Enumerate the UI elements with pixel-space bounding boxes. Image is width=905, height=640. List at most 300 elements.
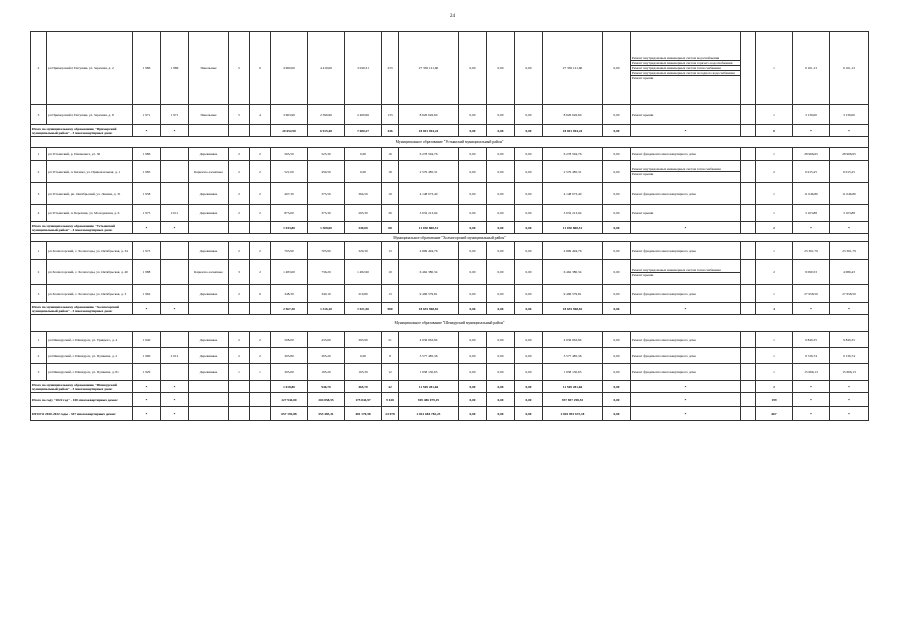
budget-cost: 0,00 — [487, 125, 515, 137]
residents: 24 078 — [382, 407, 399, 421]
work-types — [631, 242, 741, 260]
budget-cost: 0,00 — [487, 32, 515, 105]
fund-cost: 0,00 — [459, 242, 487, 260]
municipal-area: 2 469,96 — [345, 105, 382, 125]
build-year: 1 962 — [133, 285, 161, 303]
total-cost: 8 626 026,60 — [399, 105, 459, 125]
empty-cell — [189, 407, 229, 421]
empty-cell — [250, 125, 271, 137]
total-area: 20 652,90 — [271, 125, 308, 137]
local-cost: 0,00 — [515, 260, 543, 285]
work-types — [631, 148, 741, 161]
build-year: 1 985 — [133, 161, 161, 183]
other-cost: 0,00 — [603, 285, 631, 303]
residential-area: 1 316,10 — [308, 303, 345, 315]
total-area: 1 018,80 — [271, 381, 308, 393]
empty-cell — [229, 381, 250, 393]
max-unit-cost: 28 966,65 — [830, 148, 869, 161]
budget-cost: 0,00 — [487, 183, 515, 205]
unit-cost: 6 161,13 — [793, 32, 830, 105]
capital-repair-table — [30, 31, 869, 421]
residents: 18 — [382, 161, 399, 183]
budget-cost: 0,00 — [487, 381, 515, 393]
work-types — [631, 332, 741, 348]
entrances: 2 — [250, 348, 271, 364]
residential-area: 4 419,06 — [308, 32, 345, 105]
table-row — [31, 161, 869, 183]
local-cost: 0,00 — [515, 32, 543, 105]
empty-cell — [229, 222, 250, 234]
residents: 36 — [382, 205, 399, 222]
work-types — [631, 183, 741, 205]
residential-area: 195,20 — [308, 364, 345, 381]
residential-area: 553 483,31 — [308, 407, 345, 421]
overhaul-year: 1 986 — [161, 32, 189, 105]
build-year: * — [133, 381, 161, 393]
total-area: 1 483,00 — [271, 260, 308, 285]
row-number: 3 — [31, 183, 47, 205]
owner-cost: 18 635 968,81 — [543, 303, 603, 315]
empty-cell — [250, 222, 271, 234]
owner-cost: 11 569 281,66 — [543, 381, 603, 393]
budget-cost: 0,00 — [487, 303, 515, 315]
work-type: Ремонт фундамента многоквартирного дома — [632, 337, 696, 342]
overhaul-year — [161, 260, 189, 285]
fund-cost: 0,00 — [459, 32, 487, 105]
entrances: 2 — [250, 242, 271, 260]
wall-material: Каркасно-засыпные — [189, 161, 229, 183]
row-number: 2 — [31, 32, 47, 105]
work-type: Ремонт фундамента многоквартирного дома — [632, 191, 696, 196]
municipal-area: 0,00 — [345, 148, 382, 161]
work-type: Ремонт внутридомовых инженерных систем горячего водоснабжения — [631, 61, 740, 66]
floors: 2 — [229, 242, 250, 260]
unit-cost: 9 726,74 — [793, 348, 830, 364]
table-row — [31, 205, 869, 222]
total-cost: 27 336 121,60 — [399, 32, 459, 105]
residents: 980 — [382, 303, 399, 315]
unit-cost: 15 666,13 — [793, 364, 830, 381]
overhaul-year: * — [161, 303, 189, 315]
unit-cost: 3 103,88 — [793, 205, 830, 222]
budget-cost: 0,00 — [487, 393, 515, 407]
build-year: 1 988 — [133, 260, 161, 285]
total-area: 563,50 — [271, 148, 308, 161]
total-row — [31, 125, 869, 137]
build-year: * — [133, 125, 161, 137]
wall-material: Деревянные — [189, 285, 229, 303]
other-cost: 0,00 — [603, 148, 631, 161]
total-cost: 18 691 904,24 — [399, 125, 459, 137]
overhaul-year: * — [161, 407, 189, 421]
max-unit-cost: 3 139,00 — [830, 105, 869, 125]
fund-cost: 0,00 — [459, 407, 487, 421]
work-types — [631, 348, 741, 364]
work-type: Ремонт фундамента многоквартирного дома — [632, 370, 696, 374]
fund-cost: 0,00 — [459, 285, 487, 303]
work-type: * — [631, 407, 741, 421]
other-cost: 0,00 — [603, 364, 631, 381]
floors: 2 — [229, 161, 250, 183]
work-types — [631, 32, 741, 105]
other-cost: 0,00 — [603, 125, 631, 137]
local-cost: 0,00 — [515, 222, 543, 234]
overhaul-year — [161, 332, 189, 348]
owner-cost: 937 857 298,53 — [543, 393, 603, 407]
units: 1 — [756, 242, 793, 260]
wall-material: Деревянные — [189, 242, 229, 260]
entrances: 2 — [250, 260, 271, 285]
owner-cost: 27 336 121,60 — [543, 32, 603, 105]
other-cost: 0,00 — [603, 205, 631, 222]
local-cost: 0,00 — [515, 148, 543, 161]
residents: 133 — [382, 105, 399, 125]
work-types — [631, 105, 741, 125]
fund-cost: 0,00 — [459, 148, 487, 161]
municipal-area: 349,00 — [345, 222, 382, 234]
total-cost: 11 030 868,51 — [399, 222, 459, 234]
section-title: Муниципальное образование "Холмогорский муниципальный район" — [31, 234, 869, 242]
empty-cell — [741, 32, 756, 105]
address: рп Приморский п Петушки, ул. Заречная, д. 2 — [47, 32, 133, 105]
owner-cost: 6 462 380,34 — [543, 260, 603, 285]
overhaul-year — [161, 242, 189, 260]
municipal-area: 364,50 — [345, 183, 382, 205]
table-row — [31, 183, 869, 205]
work-types — [631, 364, 741, 381]
budget-cost: 0,00 — [487, 148, 515, 161]
floors: 2 — [229, 348, 250, 364]
total-row — [31, 222, 869, 234]
row-number: 1 — [31, 332, 47, 348]
fund-cost: 0,00 — [459, 381, 487, 393]
entrances: 2 — [250, 205, 271, 222]
empty-cell — [189, 125, 229, 137]
total-cost: 18 635 968,81 — [399, 303, 459, 315]
budget-cost: 0,00 — [487, 105, 515, 125]
section-row — [31, 137, 869, 148]
other-cost: 0,00 — [603, 32, 631, 105]
entrances: 2 — [250, 161, 271, 183]
empty-cell — [741, 260, 756, 285]
floors: 2 — [229, 285, 250, 303]
floors: 2 — [229, 148, 250, 161]
residents: 12 — [382, 364, 399, 381]
budget-cost: 0,00 — [487, 260, 515, 285]
row-number: 1 — [31, 242, 47, 260]
municipal-area: 103,30 — [345, 364, 382, 381]
entrances: 2 — [250, 148, 271, 161]
wall-material: Деревянные — [189, 148, 229, 161]
local-cost: 0,00 — [515, 205, 543, 222]
local-cost: 0,00 — [515, 348, 543, 364]
work-type: Ремонт крыши — [632, 211, 654, 215]
local-cost: 0,00 — [515, 125, 543, 137]
empty-cell — [229, 393, 250, 407]
local-cost: 0,00 — [515, 303, 543, 315]
municipal-area: 481 170,58 — [345, 407, 382, 421]
local-cost: 0,00 — [515, 285, 543, 303]
table-row — [31, 348, 869, 364]
other-cost: 0,00 — [603, 381, 631, 393]
max-unit-cost: 9 136,74 — [830, 348, 869, 364]
total-cost: 6 278 594,76 — [399, 148, 459, 161]
units: 667 — [756, 407, 793, 421]
unit-cost: * — [793, 125, 830, 137]
address: рп Устьянский, р. Пакшеньга, ул. 36 — [47, 148, 133, 161]
local-cost: 0,00 — [515, 105, 543, 125]
fund-cost: 0,00 — [459, 183, 487, 205]
residential-area: 2 396,96 — [308, 105, 345, 125]
build-year: * — [133, 407, 161, 421]
unit-cost: * — [793, 303, 830, 315]
residents: 446 — [382, 125, 399, 137]
residents: 21 — [382, 332, 399, 348]
work-types — [631, 285, 741, 303]
units: 1 — [756, 205, 793, 222]
fund-cost: 0,00 — [459, 205, 487, 222]
table-row — [31, 32, 869, 105]
units: 1 — [756, 148, 793, 161]
total-cost: 1 958 130,65 — [399, 364, 459, 381]
local-cost: 0,00 — [515, 242, 543, 260]
row-number: 2 — [31, 260, 47, 285]
work-types — [631, 260, 741, 285]
owner-cost: 3 032 213,94 — [543, 205, 603, 222]
max-unit-cost: * — [830, 303, 869, 315]
empty-cell — [741, 303, 756, 315]
fund-cost: 0,00 — [459, 393, 487, 407]
owner-cost: 11 030 868,51 — [543, 222, 603, 234]
total-cost: 11 569 281,66 — [399, 381, 459, 393]
overhaul-year: * — [161, 222, 189, 234]
local-cost: 0,00 — [515, 332, 543, 348]
fund-cost: 0,00 — [459, 303, 487, 315]
fund-cost: 0,00 — [459, 125, 487, 137]
fund-cost: 0,00 — [459, 161, 487, 183]
owner-cost: 2 576 485,31 — [543, 161, 603, 183]
section-title: Муниципальное образование "Устьянский муниципальный район" — [31, 137, 869, 148]
wall-material: Деревянные — [189, 332, 229, 348]
empty-cell — [741, 332, 756, 348]
work-type: * — [631, 125, 741, 137]
municipal-area: 175 844,97 — [345, 393, 382, 407]
budget-cost: 0,00 — [487, 285, 515, 303]
work-type: Ремонт внутридомовых инженерных систем водоснабжения — [631, 56, 740, 61]
address: рп Холмогорский, с. Холмогоры, ул. Октябрьская, д. 3 — [47, 285, 133, 303]
other-cost: 0,00 — [603, 105, 631, 125]
address: рп Шенкурский, г. Шенкурск, ул. Пушкина, д. 81 — [47, 364, 133, 381]
units: 1 — [756, 348, 793, 364]
owner-cost: 18 691 904,24 — [543, 125, 603, 137]
total-area: 1 943,80 — [271, 222, 308, 234]
unit-cost: 9 090,53 — [793, 260, 830, 285]
floors: 2 — [229, 332, 250, 348]
entrances: 6 — [250, 32, 271, 105]
wall-material: Каркасно-засыпные — [189, 260, 229, 285]
units: 2 — [756, 260, 793, 285]
owner-cost: 1 958 130,65 — [543, 364, 603, 381]
municipal-area: 219,80 — [345, 285, 382, 303]
work-type: Ремонт внутридомовых инженерных систем теплоснабжения — [631, 66, 740, 71]
total-area: 303,80 — [271, 348, 308, 364]
work-type: Ремонт внутридомовых инженерных систем теплоснабжения — [631, 268, 740, 273]
units: 4 — [756, 303, 793, 315]
total-area: 3 663,90 — [271, 105, 308, 125]
max-unit-cost: * — [830, 125, 869, 137]
total-cost: 4 936 663,84 — [399, 332, 459, 348]
table-row — [31, 364, 869, 381]
fund-cost: 0,00 — [459, 105, 487, 125]
work-type: * — [631, 303, 741, 315]
wall-material: Деревянные — [189, 348, 229, 364]
build-year: * — [133, 393, 161, 407]
table-row — [31, 285, 869, 303]
total-area: 703,90 — [271, 242, 308, 260]
max-unit-cost: 6 915,25 — [830, 161, 869, 183]
row-number: 2 — [31, 161, 47, 183]
other-cost: 0,00 — [603, 348, 631, 364]
fund-cost: 0,00 — [459, 222, 487, 234]
owner-cost: 6 278 594,76 — [543, 148, 603, 161]
total-label: Итого по муниципальному образованию "Шенкурский муниципальный район" - 3 многоквартирных дома: — [31, 381, 133, 393]
address: рп Устьянский, рп. Октябрьский, ул. Ленина, д. 31 — [47, 183, 133, 205]
empty-cell — [741, 222, 756, 234]
other-cost: 0,00 — [603, 260, 631, 285]
address: рп Шенкурский, г. Шенкурск, ул. Пушкина, д. 2 — [47, 348, 133, 364]
empty-cell — [189, 381, 229, 393]
empty-cell — [189, 393, 229, 407]
empty-cell — [229, 407, 250, 421]
local-cost: 0,00 — [515, 183, 543, 205]
owner-cost: 4 148 073,40 — [543, 183, 603, 205]
unit-cost: 11 046,80 — [793, 183, 830, 205]
residents: 13 — [382, 242, 399, 260]
section-title: Муниципальное образование "Шенкурский муниципальный район" — [31, 315, 869, 332]
work-type: Ремонт фундамента многоквартирного дома — [632, 353, 696, 358]
units: 2 — [756, 222, 793, 234]
total-cost: 4 148 073,40 — [399, 183, 459, 205]
build-year: * — [133, 303, 161, 315]
budget-cost: 0,00 — [487, 222, 515, 234]
work-type: Ремонт фундамента многоквартирного дома — [632, 152, 696, 156]
table-row — [31, 148, 869, 161]
floors: 2 — [229, 205, 250, 222]
residential-area: 946,70 — [308, 381, 345, 393]
units: 1 — [756, 105, 793, 125]
total-area: 657 192,88 — [271, 407, 308, 421]
empty-cell — [250, 303, 271, 315]
residential-area: 459,50 — [308, 161, 345, 183]
residents: 16 — [382, 148, 399, 161]
empty-cell — [741, 407, 756, 421]
max-unit-cost: 27 658,50 — [830, 285, 869, 303]
other-cost: 0,00 — [603, 161, 631, 183]
empty-cell — [741, 161, 756, 183]
entrances: 1 — [250, 364, 271, 381]
other-cost: 0,00 — [603, 407, 631, 421]
residents: 8 — [382, 348, 399, 364]
work-types — [631, 161, 741, 183]
residents: 13 — [382, 285, 399, 303]
units: 1 — [756, 332, 793, 348]
empty-cell — [741, 381, 756, 393]
entrances: 2 — [250, 332, 271, 348]
budget-cost: 0,00 — [487, 332, 515, 348]
build-year: * — [133, 222, 161, 234]
floors: 5 — [229, 105, 250, 125]
empty-cell — [741, 393, 756, 407]
owner-cost: 2 801 891 672,18 — [543, 407, 603, 421]
total-area: 407,30 — [271, 183, 308, 205]
residential-area: 433,60 — [308, 332, 345, 348]
residential-area: 703,90 — [308, 242, 345, 260]
row-number: 2 — [31, 348, 47, 364]
other-cost: 0,00 — [603, 222, 631, 234]
residential-area: 340,10 — [308, 285, 345, 303]
work-type: * — [631, 381, 741, 393]
empty-cell — [189, 222, 229, 234]
row-number: 1 — [31, 148, 47, 161]
total-row — [31, 303, 869, 315]
local-cost: 0,00 — [515, 364, 543, 381]
fund-cost: 0,00 — [459, 260, 487, 285]
max-unit-cost: 4 086,43 — [830, 260, 869, 285]
residents: 42 — [382, 381, 399, 393]
work-type: * — [631, 222, 741, 234]
work-type: Ремонт крыши — [632, 172, 654, 176]
total-cost: 949 486 079,19 — [399, 393, 459, 407]
floors: 2 — [229, 183, 250, 205]
municipal-area: 0,00 — [345, 348, 382, 364]
max-unit-cost: 15 666,13 — [830, 364, 869, 381]
other-cost: 0,00 — [603, 303, 631, 315]
local-cost: 0,00 — [515, 393, 543, 407]
empty-cell — [741, 105, 756, 125]
total-area: 508,00 — [271, 332, 308, 348]
max-unit-cost: * — [830, 407, 869, 421]
municipal-area: 7 680,27 — [345, 125, 382, 137]
wall-material: Панельные — [189, 32, 229, 105]
overhaul-year — [161, 148, 189, 161]
units: 0 — [756, 125, 793, 137]
residents: 19 — [382, 260, 399, 285]
empty-cell — [741, 242, 756, 260]
units: 1 — [756, 183, 793, 205]
empty-cell — [741, 348, 756, 364]
municipal-area: 293,30 — [345, 205, 382, 222]
overhaul-year: 1 971 — [161, 105, 189, 125]
units: 2 — [756, 161, 793, 183]
total-area: 348,30 — [271, 285, 308, 303]
owner-cost: 9 406 579,81 — [543, 285, 603, 303]
max-unit-cost: 6 161,13 — [830, 32, 869, 105]
empty-cell — [741, 125, 756, 137]
build-year: 1 929 — [133, 364, 161, 381]
budget-cost: 0,00 — [487, 242, 515, 260]
total-row — [31, 393, 869, 407]
build-year: 1 975 — [133, 205, 161, 222]
empty-cell — [250, 381, 271, 393]
unit-cost: * — [793, 407, 830, 421]
residential-area: 523,30 — [308, 148, 345, 161]
residents: 88 — [382, 222, 399, 234]
total-label: Итого по муниципальному образованию "Приморский муниципальный район" - 3 многоквартирных дома: — [31, 125, 133, 137]
row-number: 3 — [31, 364, 47, 381]
overhaul-year — [161, 161, 189, 183]
build-year: 1 971 — [133, 105, 161, 125]
local-cost: 0,00 — [515, 161, 543, 183]
